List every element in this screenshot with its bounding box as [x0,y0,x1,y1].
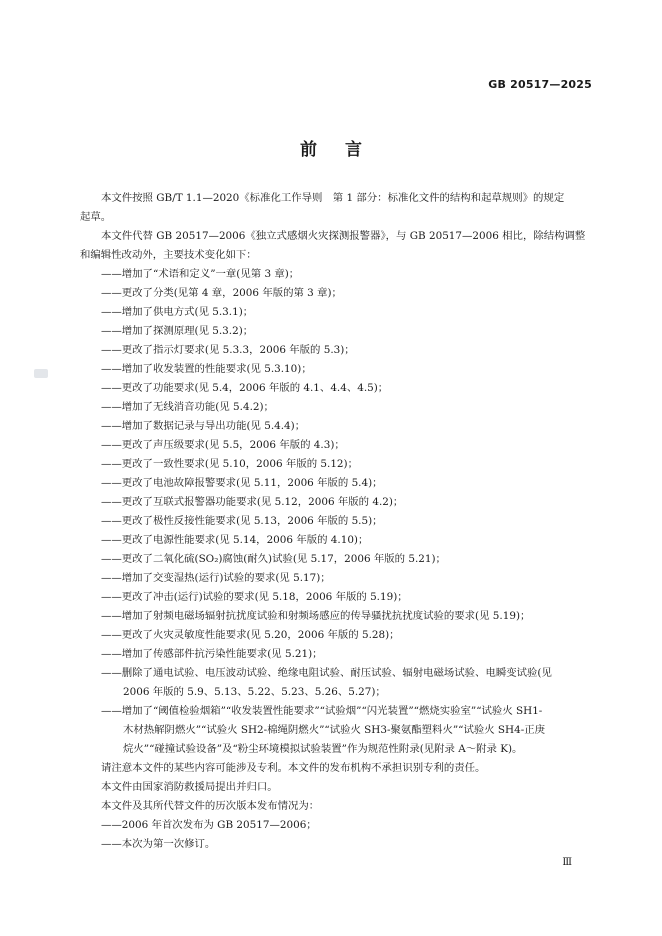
list-item: ——增加了射频电磁场辐射抗扰度试验和射频场感应的传导骚扰抗扰度试验的要求(见 5.19)； [101,610,531,622]
list-item: ——更改了功能要求(见 5.4，2006 年版的 4.1、4.4、4.5)； [101,382,389,394]
list-item: ——更改了分类(见第 4 章，2006 年版的第 3 章)； [101,287,342,299]
list-item: ——更改了声压级要求(见 5.5，2006 年版的 4.3)； [101,439,345,451]
document-body [80,189,594,854]
paragraph-line: 和编辑性改动外，主要技术变化如下： [80,249,257,261]
list-item: ——更改了一致性要求(见 5.10，2006 年版的 5.12)； [101,458,358,470]
list-item-continuation: 烷火”“碰撞试验设备”及“粉尘环境模拟试验装置”作为规范性附录(见附录 A～附录 K)。 [123,743,523,755]
list-item: ——更改了互联式报警器功能要求(见 5.12，2006 年版的 4.2)； [101,496,404,508]
list-item: ——更改了电池故障报警要求(见 5.11，2006 年版的 5.4)； [101,477,383,489]
list-item: ——增加了传感部件抗污染性能要求(见 5.21)； [101,648,323,660]
list-item: ——更改了极性反接性能要求(见 5.13，2006 年版的 5.5)； [101,515,383,527]
page-title: 前言 [300,140,390,160]
page-number: Ⅲ [562,857,572,868]
list-item: ——增加了数据记录与导出功能(见 5.4.4)； [101,420,306,432]
list-item: ——2006 年首次发布为 GB 20517—2006； [101,819,317,831]
list-item: ——增加了“术语和定义”一章(见第 3 章)； [101,268,300,280]
standard-number: GB 20517—2025 [488,78,592,91]
paragraph-line: 本文件由国家消防救援局提出并归口。 [101,781,278,793]
list-item-continuation: 2006 年版的 5.9、5.13、5.22、5.23、5.26、5.27)； [123,686,386,698]
list-item: ——增加了交变湿热(运行)试验的要求(见 5.17)； [101,572,331,584]
list-item: ——更改了冲击(运行)试验的要求(见 5.18，2006 年版的 5.19)； [101,591,408,603]
side-watermark [34,369,48,378]
list-item: ——更改了指示灯要求(见 5.3.3，2006 年版的 5.3)； [101,344,355,356]
list-item: ——增加了收发装置的性能要求(见 5.3.10)； [101,363,312,375]
list-item: ——增加了无线消音功能(见 5.4.2)； [101,401,274,413]
list-item: ——更改了二氧化硫(SO₂)腐蚀(耐久)试验(见 5.17，2006 年版的 5.21)； [101,553,446,565]
list-item: ——增加了探测原理(见 5.3.2)； [101,325,254,337]
paragraph-line: 本文件按照 GB/T 1.1—2020《标准化工作导则 第 1 部分：标准化文件的结构和起草规则》的规定 [101,192,565,204]
paragraph-line: 请注意本文件的某些内容可能涉及专利。本文件的发布机构不承担识别专利的责任。 [101,762,486,774]
list-item: ——本次为第一次修订。 [101,838,216,850]
list-item: ——增加了供电方式(见 5.3.1)； [101,306,254,318]
paragraph-line: 本文件及其所代替文件的历次版本发布情况为： [101,800,320,812]
list-item: ——增加了“阈值检验烟箱”“收发装置性能要求”“试验烟”“闪光装置”“燃烧实验室”“试验火 SH1- [101,705,543,717]
paragraph-line: 本文件代替 GB 20517—2006《独立式感烟火灾探测报警器》，与 GB 20517—2006 相比，除结构调整 [101,230,586,242]
list-item: ——更改了电源性能要求(见 5.14，2006 年版的 4.10)； [101,534,369,546]
list-item-continuation: 木材热解阴燃火”“试验火 SH2-棉绳阴燃火”“试验火 SH3-聚氨酯塑料火”“试验火 SH4-正庚 [123,724,546,736]
list-item: ——删除了通电试验、电压波动试验、绝缘电阻试验、耐压试验、辐射电磁场试验、电瞬变试验(见 [101,667,552,679]
paragraph-line: 起草。 [80,211,112,223]
list-item: ——更改了火灾灵敏度性能要求(见 5.20，2006 年版的 5.28)； [101,629,400,641]
